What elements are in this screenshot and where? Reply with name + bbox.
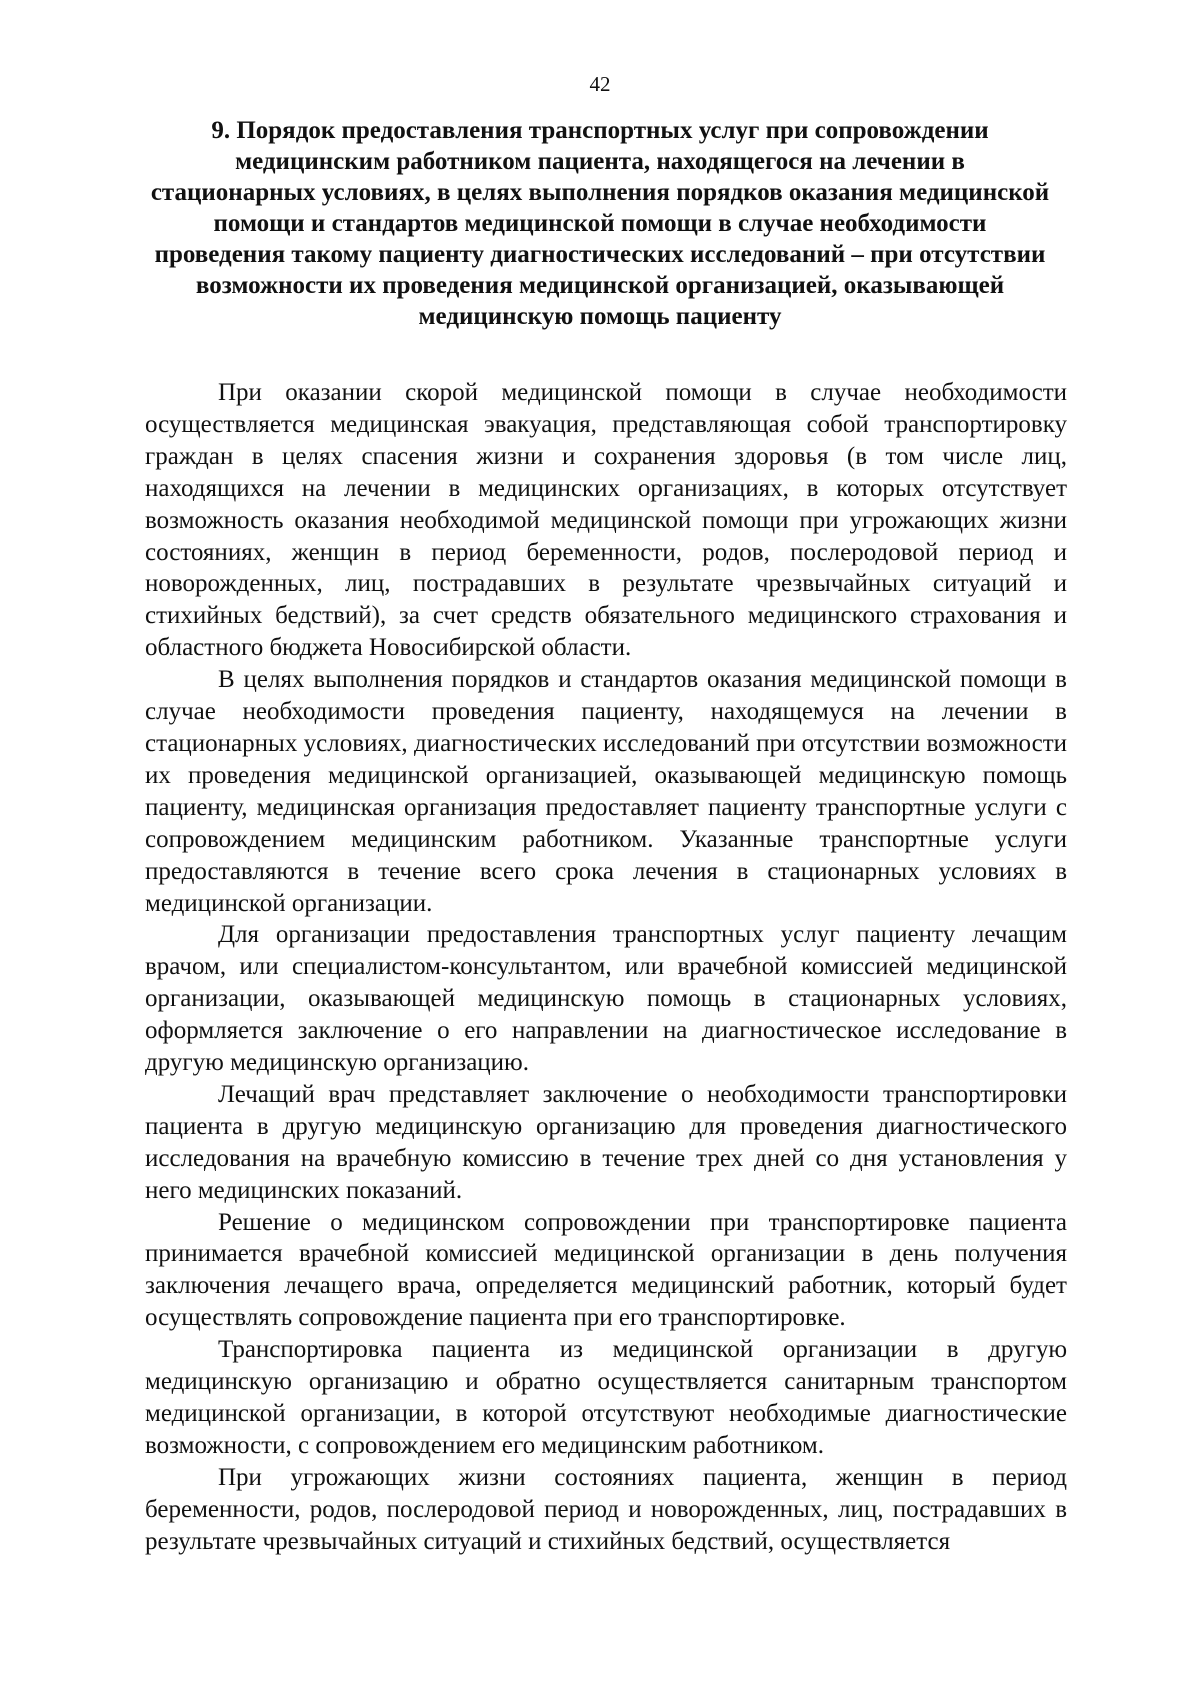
paragraph: В целях выполнения порядков и стандартов оказания медицинской помощи в случае необходимости проведения пациенту, находящемуся на лечении в стационарных условиях, диагностических исследований при отсутствии возможности их проведения медицинской организацией, оказывающей медицинскую помощь пациенту, медицинская организация предоставляет пациенту транспортные услуги с сопровождением медицинским работником. Указанные транспортные услуги предоставляются в течение всего срока лечения в стационарных условиях в медицинской организации.: [145, 666, 1067, 917]
paragraph: Транспортировка пациента из медицинской организации в другую медицинскую организацию и обратно осуществляется санитарным транспортом медицинской организации, в которой отсутствуют необходимые диагностические возможности, с сопровождением его медицинским работником.: [145, 1336, 1067, 1459]
section-heading: 9. Порядок предоставления транспортных услуг при сопровождении медицинским работником пациента, находящегося на лечении в стационарных условиях, в целях выполнения порядков оказания медицинской помощи и стандартов медицинской помощи в случае необходимости проведения такому пациенту диагностических исследований – при отсутствии возможности их проведения медицинской организацией, оказывающей медицинскую помощь пациенту: [150, 117, 1050, 330]
paragraph: Решение о медицинском сопровождении при транспортировке пациента принимается врачебной комиссией медицинской организации в день получения заключения лечащего врача, определяется медицинский работник, который будет осуществлять сопровождение пациента при его транспортировке.: [145, 1208, 1067, 1332]
paragraph: Лечащий врач представляет заключение о необходимости транспортировки пациента в другую медицинскую организацию для проведения диагностического исследования на врачебную комиссию в течение трех дней со дня установления у него медицинских показаний.: [145, 1080, 1067, 1204]
page-number: 42: [589, 72, 611, 96]
document-body: [145, 377, 1067, 1558]
paragraph: Для организации предоставления транспортных услуг пациенту лечащим врачом, или специалистом-консультантом, или врачебной комиссией медицинской организации, оказывающей медицинскую помощь в стационарных условиях, оформляется заключение о его направлении на диагностическое исследование в другую медицинскую организацию.: [145, 921, 1067, 1077]
paragraph: При оказании скорой медицинской помощи в случае необходимости осуществляется медицинская эвакуация, представляющая собой транспортировку граждан в целях спасения жизни и сохранения здоровья (в том числе лиц, находящихся на лечении в медицинских организациях, в которых отсутствует возможность оказания необходимой медицинской помощи при угрожающих жизни состояниях, женщин в период беременности, родов, послеродовой период и новорожденных, лиц, пострадавших в результате чрезвычайных ситуаций и стихийных бедствий), за счет средств обязательного медицинского страхования и областного бюджета Новосибирской области.: [145, 379, 1067, 662]
paragraph: При угрожающих жизни состояниях пациента, женщин в период беременности, родов, послеродовой период и новорожденных, лиц, пострадавших в результате чрезвычайных ситуаций и стихийных бедствий, осуществляется: [145, 1463, 1067, 1555]
